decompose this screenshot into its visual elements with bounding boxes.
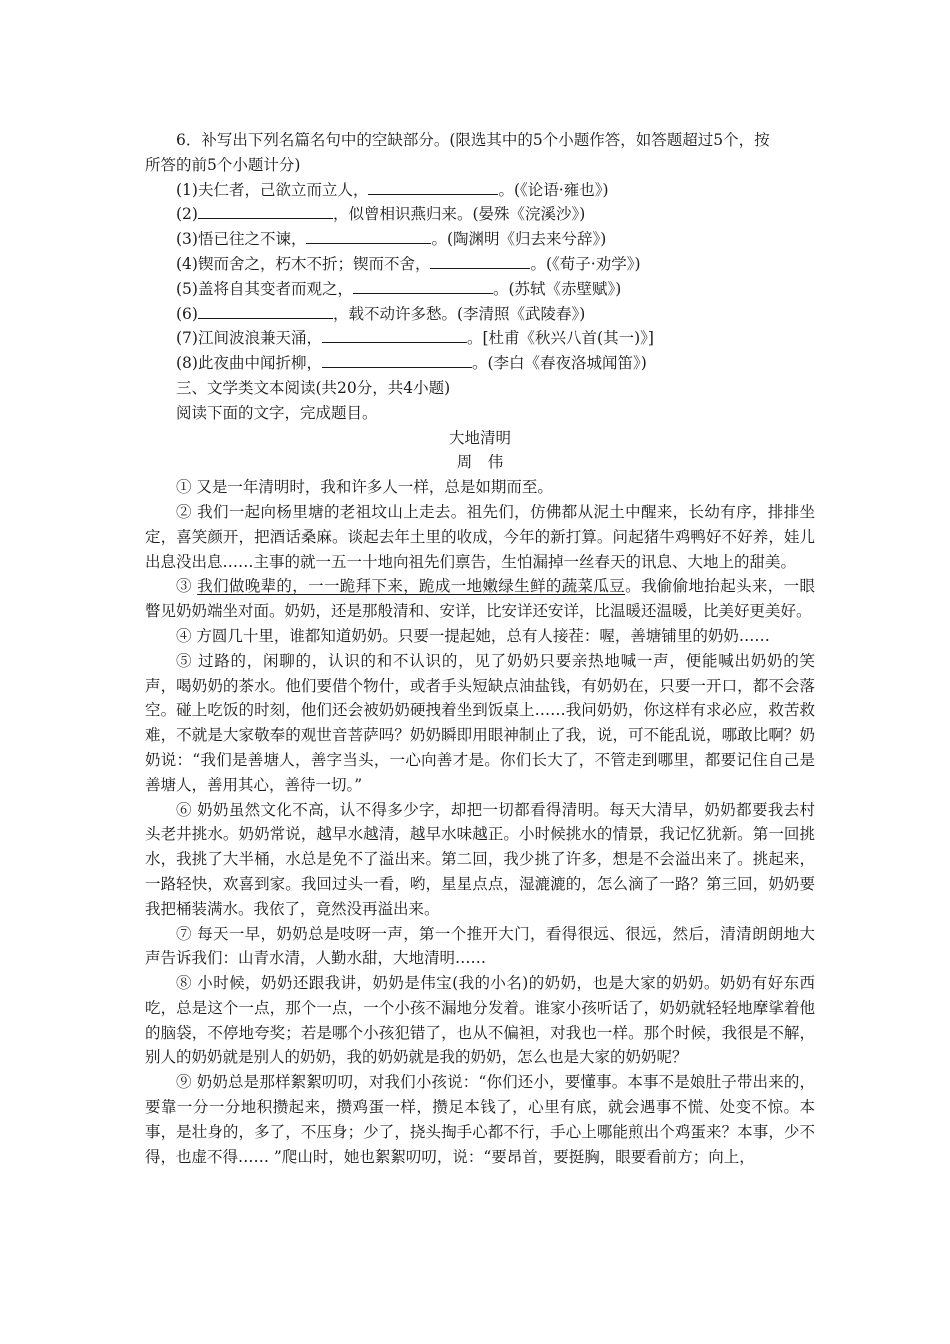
question6-intro-line1: 6．补写出下列名篇名句中的空缺部分。(限选其中的5个小题作答，如答题超过5个，按 <box>176 131 770 149</box>
fill-item-suffix: 。(《论语·雍也》) <box>498 180 609 199</box>
fill-item-2 <box>145 202 815 227</box>
fill-item-prefix: (8)此夜曲中闻折柳， <box>176 354 322 373</box>
fill-item-suffix: 。(李白《春夜洛城闻笛》) <box>471 354 647 373</box>
fill-item-prefix: (4)锲而舍之，朽木不折；锲而不舍， <box>176 254 431 273</box>
article-paragraph-8: ⑧ 小时候，奶奶还跟我讲，奶奶是伟宝(我的小名)的奶奶，也是大家的奶奶。奶奶有好东西吃，总是这个一点，那个一点，一个小孩不漏地分发着。谁家小孩听话了，奶奶就轻轻地摩挲着他的脑袋，不停地夸奖；若是哪个小孩犯错了，也从不偏袒，对我也一样。那个时候，我很是不解，别人的奶奶就是别人的奶奶，我的奶奶就是我的奶奶，怎么也是大家的奶奶呢？ <box>145 974 815 1067</box>
fill-item-suffix: ，载不动许多愁。(李清照《武陵春》) <box>332 304 586 323</box>
fill-item-prefix: (7)江间波浪兼天涌， <box>176 329 322 348</box>
article-title: 大地清明 <box>448 428 511 447</box>
answer-blank[interactable] <box>353 279 493 294</box>
section-instruction: 阅读下面的文字，完成题目。 <box>176 403 378 422</box>
fill-item-suffix: 。(陶渊明《归去来兮辞》) <box>431 230 607 249</box>
article-paragraph-1: ① 又是一年清明时，我和许多人一样，总是如期而至。 <box>176 478 553 497</box>
fill-item-suffix: 。(苏轼《赤壁赋》) <box>492 279 622 298</box>
answer-blank[interactable] <box>322 328 467 343</box>
answer-blank[interactable] <box>198 304 333 319</box>
fill-item-prefix: (2) <box>176 205 198 224</box>
fill-item-prefix: (3)悟已往之不谏， <box>176 230 307 249</box>
paragraph-number: ③ <box>176 577 198 596</box>
article-paragraph-9: ⑨ 奶奶总是那样絮絮叨叨，对我们小孩说：“你们还小，要懂事。本事不是娘肚子带出来的，要靠一分一分地积攒起来，攒鸡蛋一样，攒足本钱了，心里有底，就会遇事不慌、处变不惊。本事，是壮身的，多了，不压身；少了，挠头掏手心都不行，手心上哪能煎出个鸡蛋来？本事，少不得，也虚不得…… ”爬山时，她也絮絮叨叨，说：“要昂首，要挺胸，眼要看前方；向上， <box>145 1073 815 1166</box>
article-paragraph-2: ② 我们一起向杨里塘的老祖坟山上走去。祖先们，仿佛都从泥土中醒来，长幼有序，排排坐定，喜笑颜开，把酒话桑麻。谈起去年土里的收成，今年的新打算。问起猪牛鸡鸭好不好养，娃儿出息没出息……主事的就一五一十地向祖先们禀告，生怕漏掉一丝春天的讯息、大地上的甜美。 <box>145 502 815 571</box>
answer-blank[interactable] <box>430 254 530 269</box>
document-page <box>145 128 815 1169</box>
article-paragraph-6: ⑥ 奶奶虽然文化不高，认不得多少字，却把一切都看得清明。每天大清早，奶奶都要我去村头老井挑水。奶奶常说，越早水越清，越早水味越正。小时候挑水的情景，我记忆犹新。第一回挑水，我挑了大半桶，水总是免不了溢出来。第二回，我少挑了许多，想是不会溢出来了。挑起来，一路轻快，欢喜到家。我回过头一看，哟，星星点点，湿漉漉的，怎么滴了一路？第三回，奶奶要我把桶装满水。我依了，竟然没再溢出来。 <box>145 800 815 918</box>
fill-item-suffix: 。(《荀子·劝学》) <box>530 254 641 273</box>
article-paragraph-5: ⑤ 过路的，闲聊的，认识的和不认识的，见了奶奶只要亲热地喊一声，便能喊出奶奶的笑声，喝奶奶的茶水。他们要借个物什，或者手头短缺点油盐钱，有奶奶在，只要一开口，都不会落空。碰上吃饭的时刻，他们还会被奶奶硬拽着坐到饭桌上……我问奶奶，你这样有求必应，救苦救难，不就是大家敬奉的观世音菩萨吗？奶奶瞬即用眼神制止了我，说，可不能乱说，哪敢比啊？奶奶说：“我们是善塘人，善字当头，一心向善才是。你们长大了，不管走到哪里，都要记住自己是善塘人，善用其心，善待一切。” <box>145 651 815 794</box>
fill-item-8 <box>145 351 815 376</box>
question6-intro-line2: 所答的前5个小题计分) <box>145 155 301 174</box>
fill-item-7 <box>145 326 815 351</box>
fill-item-prefix: (5)盖将自其变者而观之， <box>176 279 353 298</box>
fill-item-4 <box>145 252 815 277</box>
article-author: 周 伟 <box>456 453 504 472</box>
article-paragraph-4: ④ 方圆几十里，谁都知道奶奶。只要一提起她，总有人接茬：喔，善塘铺里的奶奶…… <box>176 626 770 645</box>
fill-item-suffix: ，似曾相识燕归来。(晏殊《浣溪沙》) <box>332 205 586 224</box>
fill-item-1 <box>145 178 815 203</box>
fill-item-5 <box>145 277 815 302</box>
fill-item-3 <box>145 227 815 252</box>
underlined-sentence: 我们做晚辈的，一一跪拜下来，跪成一地嫩绿生鲜的蔬菜瓜豆 <box>197 577 626 596</box>
answer-blank[interactable] <box>306 229 431 244</box>
fill-item-6 <box>145 302 815 327</box>
answer-blank[interactable] <box>368 180 498 195</box>
fill-item-suffix: 。[杜甫《秋兴八首(其一)》] <box>466 329 654 348</box>
fill-item-prefix: (6) <box>176 304 198 323</box>
answer-blank[interactable] <box>198 204 333 219</box>
article-paragraph-7: ⑦ 每天一早，奶奶总是吱呀一声，第一个推开大门，看得很远、很远，然后，清清朗朗地大声告诉我们：山青水清，人勤水甜，大地清明…… <box>145 924 815 968</box>
article-paragraph-3 <box>145 574 815 624</box>
fill-item-prefix: (1)夫仁者，己欲立而立人， <box>176 180 369 199</box>
paragraph-text: 。我偷偷地抬起头来，一眼瞥见奶奶端坐对面。奶奶，还是那般清和、安详，比安详还安详，比温暖还温暖，比美好更美好。 <box>145 577 815 621</box>
answer-blank[interactable] <box>322 353 472 368</box>
section-heading: 三、文学类文本阅读(共20分，共4小题) <box>176 378 451 397</box>
